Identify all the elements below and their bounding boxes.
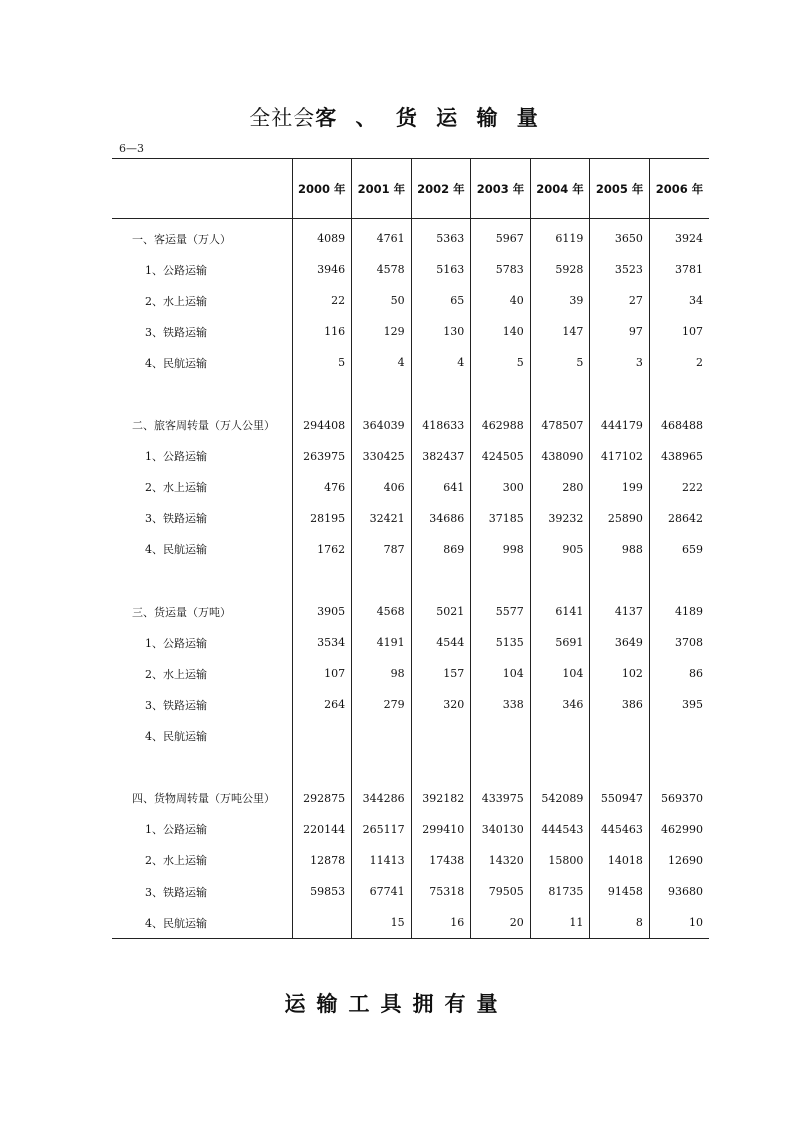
row-label: 3、铁路运输 bbox=[145, 325, 207, 339]
value-cell: 424505 bbox=[471, 441, 531, 472]
spacer-cell bbox=[411, 752, 471, 783]
spacer-cell bbox=[471, 378, 531, 409]
value-cell: 39 bbox=[530, 285, 590, 316]
value-cell: 392182 bbox=[411, 783, 471, 814]
value-cell: 5928 bbox=[530, 254, 590, 285]
value-cell bbox=[292, 907, 352, 939]
spacer-cell bbox=[530, 565, 590, 596]
value-cell: 5 bbox=[471, 347, 531, 378]
value-cell: 32421 bbox=[352, 503, 412, 534]
value-cell: 4189 bbox=[649, 596, 709, 627]
value-cell: 40 bbox=[471, 285, 531, 316]
value-cell: 5021 bbox=[411, 596, 471, 627]
spacer-cell bbox=[112, 565, 292, 596]
value-cell: 27 bbox=[590, 285, 650, 316]
value-cell: 4 bbox=[411, 347, 471, 378]
spacer-cell bbox=[112, 752, 292, 783]
row-label: 4、民航运输 bbox=[145, 730, 207, 744]
row-label: 四、货物周转量（万吨公里） bbox=[132, 792, 275, 806]
value-cell: 5967 bbox=[471, 219, 531, 255]
value-cell: 787 bbox=[352, 534, 412, 565]
row-label: 4、民航运输 bbox=[112, 907, 292, 939]
value-cell: 116 bbox=[292, 316, 352, 347]
table-row bbox=[112, 907, 709, 939]
value-cell: 438090 bbox=[530, 441, 590, 472]
table-row bbox=[112, 534, 709, 565]
value-cell: 2 bbox=[649, 347, 709, 378]
spacer-cell bbox=[649, 565, 709, 596]
value-cell: 4578 bbox=[352, 254, 412, 285]
value-cell: 338 bbox=[471, 689, 531, 720]
table-row bbox=[112, 410, 709, 441]
value-cell: 569370 bbox=[649, 783, 709, 814]
value-cell: 5 bbox=[530, 347, 590, 378]
spacer-cell bbox=[292, 565, 352, 596]
value-cell: 438965 bbox=[649, 441, 709, 472]
value-cell: 998 bbox=[471, 534, 531, 565]
value-cell bbox=[411, 721, 471, 752]
spacer-cell bbox=[292, 378, 352, 409]
table-row bbox=[112, 254, 709, 285]
spacer-cell bbox=[352, 752, 412, 783]
value-cell: 542089 bbox=[530, 783, 590, 814]
table-row bbox=[112, 721, 709, 752]
value-cell: 104 bbox=[530, 658, 590, 689]
row-label: 1、公路运输 bbox=[145, 823, 207, 837]
spacer-cell bbox=[590, 378, 650, 409]
spacer-cell bbox=[590, 752, 650, 783]
value-cell: 294408 bbox=[292, 410, 352, 441]
value-cell: 4089 bbox=[292, 219, 352, 255]
value-cell: 11 bbox=[530, 907, 590, 939]
value-cell: 988 bbox=[590, 534, 650, 565]
value-cell: 3 bbox=[590, 347, 650, 378]
table-row bbox=[112, 783, 709, 814]
value-cell: 395 bbox=[649, 689, 709, 720]
value-cell: 28195 bbox=[292, 503, 352, 534]
row-label: 2、水上运输 bbox=[145, 667, 207, 681]
value-cell: 59853 bbox=[292, 876, 352, 907]
value-cell: 280 bbox=[530, 472, 590, 503]
value-cell: 222 bbox=[649, 472, 709, 503]
header-year-2002: 2002 年 bbox=[411, 159, 471, 219]
value-cell: 37185 bbox=[471, 503, 531, 534]
value-cell: 39232 bbox=[530, 503, 590, 534]
value-cell: 641 bbox=[411, 472, 471, 503]
value-cell bbox=[292, 721, 352, 752]
row-label: 3、铁路运输 bbox=[145, 512, 207, 526]
value-cell: 10 bbox=[649, 907, 709, 939]
row-label: 4、民航运输 bbox=[145, 543, 207, 557]
spacer-cell bbox=[352, 565, 412, 596]
value-cell: 11413 bbox=[352, 845, 412, 876]
value-cell: 91458 bbox=[590, 876, 650, 907]
value-cell: 79505 bbox=[471, 876, 531, 907]
value-cell: 140 bbox=[471, 316, 531, 347]
row-label: 2、水上运输 bbox=[145, 854, 207, 868]
header-year-2001: 2001 年 bbox=[352, 159, 412, 219]
value-cell: 344286 bbox=[352, 783, 412, 814]
header-year-2006: 2006 年 bbox=[649, 159, 709, 219]
spacer-cell bbox=[530, 752, 590, 783]
spacer-cell bbox=[411, 565, 471, 596]
table-row bbox=[112, 219, 709, 255]
spacer-row bbox=[112, 752, 709, 783]
spacer-cell bbox=[649, 752, 709, 783]
value-cell: 264 bbox=[292, 689, 352, 720]
value-cell: 265117 bbox=[352, 814, 412, 845]
value-cell: 3534 bbox=[292, 627, 352, 658]
value-cell: 406 bbox=[352, 472, 412, 503]
spacer-row bbox=[112, 565, 709, 596]
table-row bbox=[112, 596, 709, 627]
value-cell: 4 bbox=[352, 347, 412, 378]
value-cell: 292875 bbox=[292, 783, 352, 814]
value-cell: 433975 bbox=[471, 783, 531, 814]
value-cell: 5577 bbox=[471, 596, 531, 627]
value-cell: 3924 bbox=[649, 219, 709, 255]
value-cell: 905 bbox=[530, 534, 590, 565]
value-cell: 65 bbox=[411, 285, 471, 316]
table-row bbox=[112, 627, 709, 658]
header-year-2000: 2000 年 bbox=[292, 159, 352, 219]
value-cell: 157 bbox=[411, 658, 471, 689]
value-cell: 869 bbox=[411, 534, 471, 565]
value-cell bbox=[590, 721, 650, 752]
value-cell: 12690 bbox=[649, 845, 709, 876]
page-title bbox=[0, 102, 793, 132]
spacer-cell bbox=[471, 565, 531, 596]
value-cell: 550947 bbox=[590, 783, 650, 814]
value-cell: 8 bbox=[590, 907, 650, 939]
value-cell: 4544 bbox=[411, 627, 471, 658]
table-row bbox=[112, 845, 709, 876]
value-cell: 5783 bbox=[471, 254, 531, 285]
spacer-cell bbox=[352, 378, 412, 409]
value-cell: 659 bbox=[649, 534, 709, 565]
spacer-cell bbox=[112, 378, 292, 409]
row-label: 2、水上运输 bbox=[145, 294, 207, 308]
header-year-2005: 2005 年 bbox=[590, 159, 650, 219]
value-cell: 15800 bbox=[530, 845, 590, 876]
table-row bbox=[112, 285, 709, 316]
value-cell: 86 bbox=[649, 658, 709, 689]
value-cell: 364039 bbox=[352, 410, 412, 441]
value-cell: 5163 bbox=[411, 254, 471, 285]
value-cell: 5363 bbox=[411, 219, 471, 255]
value-cell: 107 bbox=[649, 316, 709, 347]
value-cell: 220144 bbox=[292, 814, 352, 845]
value-cell: 17438 bbox=[411, 845, 471, 876]
value-cell: 382437 bbox=[411, 441, 471, 472]
value-cell bbox=[471, 721, 531, 752]
value-cell bbox=[649, 721, 709, 752]
row-label: 3、铁路运输 bbox=[145, 885, 207, 899]
value-cell: 320 bbox=[411, 689, 471, 720]
value-cell: 97 bbox=[590, 316, 650, 347]
value-cell: 462988 bbox=[471, 410, 531, 441]
page-title-bold: 客 、 货 运 输 量 bbox=[315, 106, 544, 130]
table-row bbox=[112, 441, 709, 472]
value-cell: 5135 bbox=[471, 627, 531, 658]
value-cell: 147 bbox=[530, 316, 590, 347]
spacer-cell bbox=[530, 378, 590, 409]
table-row bbox=[112, 876, 709, 907]
row-label: 1、公路运输 bbox=[145, 636, 207, 650]
row-label: 3、铁路运输 bbox=[145, 698, 207, 712]
value-cell: 199 bbox=[590, 472, 650, 503]
value-cell: 3708 bbox=[649, 627, 709, 658]
value-cell: 445463 bbox=[590, 814, 650, 845]
value-cell: 4191 bbox=[352, 627, 412, 658]
table-number: 6—3 bbox=[119, 142, 144, 155]
value-cell: 263975 bbox=[292, 441, 352, 472]
table-header-row bbox=[112, 159, 709, 219]
value-cell: 104 bbox=[471, 658, 531, 689]
value-cell: 34 bbox=[649, 285, 709, 316]
row-label: 2、水上运输 bbox=[145, 481, 207, 495]
row-label: 二、旅客周转量（万人公里） bbox=[132, 419, 275, 433]
value-cell: 462990 bbox=[649, 814, 709, 845]
table-row bbox=[112, 316, 709, 347]
table-row bbox=[112, 658, 709, 689]
spacer-row bbox=[112, 378, 709, 409]
spacer-cell bbox=[411, 378, 471, 409]
row-label: 1、公路运输 bbox=[145, 450, 207, 464]
page-title-light: 全社会 bbox=[249, 106, 316, 130]
table-row bbox=[112, 689, 709, 720]
value-cell: 340130 bbox=[471, 814, 531, 845]
row-label: 三、货运量（万吨） bbox=[132, 605, 231, 619]
value-cell: 15 bbox=[352, 907, 412, 939]
table-body bbox=[112, 219, 709, 939]
value-cell: 478507 bbox=[530, 410, 590, 441]
value-cell: 107 bbox=[292, 658, 352, 689]
table-row bbox=[112, 503, 709, 534]
value-cell: 129 bbox=[352, 316, 412, 347]
transport-volume-table bbox=[112, 158, 709, 939]
value-cell: 5691 bbox=[530, 627, 590, 658]
value-cell: 12878 bbox=[292, 845, 352, 876]
value-cell: 5 bbox=[292, 347, 352, 378]
value-cell: 25890 bbox=[590, 503, 650, 534]
value-cell: 444179 bbox=[590, 410, 650, 441]
spacer-cell bbox=[590, 565, 650, 596]
row-label: 1、公路运输 bbox=[145, 263, 207, 277]
value-cell: 4568 bbox=[352, 596, 412, 627]
spacer-cell bbox=[292, 752, 352, 783]
table-row bbox=[112, 347, 709, 378]
header-year-2003: 2003 年 bbox=[471, 159, 531, 219]
table-row bbox=[112, 472, 709, 503]
value-cell: 279 bbox=[352, 689, 412, 720]
value-cell: 476 bbox=[292, 472, 352, 503]
header-label-cell bbox=[112, 159, 292, 219]
value-cell: 300 bbox=[471, 472, 531, 503]
value-cell bbox=[352, 721, 412, 752]
value-cell: 3650 bbox=[590, 219, 650, 255]
value-cell: 299410 bbox=[411, 814, 471, 845]
section-title-vehicles: 运输工具拥有量 bbox=[284, 992, 509, 1016]
value-cell: 3905 bbox=[292, 596, 352, 627]
value-cell: 6119 bbox=[530, 219, 590, 255]
value-cell: 50 bbox=[352, 285, 412, 316]
value-cell: 4761 bbox=[352, 219, 412, 255]
value-cell: 98 bbox=[352, 658, 412, 689]
value-cell: 130 bbox=[411, 316, 471, 347]
value-cell: 418633 bbox=[411, 410, 471, 441]
value-cell: 346 bbox=[530, 689, 590, 720]
value-cell: 93680 bbox=[649, 876, 709, 907]
value-cell: 3649 bbox=[590, 627, 650, 658]
value-cell: 444543 bbox=[530, 814, 590, 845]
row-label: 4、民航运输 bbox=[145, 356, 207, 370]
spacer-cell bbox=[649, 378, 709, 409]
value-cell: 330425 bbox=[352, 441, 412, 472]
value-cell bbox=[530, 721, 590, 752]
value-cell: 14320 bbox=[471, 845, 531, 876]
value-cell: 1762 bbox=[292, 534, 352, 565]
value-cell: 102 bbox=[590, 658, 650, 689]
row-label: 一、客运量（万人） bbox=[132, 232, 231, 246]
value-cell: 3781 bbox=[649, 254, 709, 285]
value-cell: 22 bbox=[292, 285, 352, 316]
value-cell: 6141 bbox=[530, 596, 590, 627]
spacer-cell bbox=[471, 752, 531, 783]
value-cell: 16 bbox=[411, 907, 471, 939]
value-cell: 34686 bbox=[411, 503, 471, 534]
header-year-2004: 2004 年 bbox=[530, 159, 590, 219]
value-cell: 3946 bbox=[292, 254, 352, 285]
value-cell: 417102 bbox=[590, 441, 650, 472]
value-cell: 3523 bbox=[590, 254, 650, 285]
value-cell: 4137 bbox=[590, 596, 650, 627]
value-cell: 28642 bbox=[649, 503, 709, 534]
value-cell: 14018 bbox=[590, 845, 650, 876]
value-cell: 468488 bbox=[649, 410, 709, 441]
value-cell: 67741 bbox=[352, 876, 412, 907]
value-cell: 20 bbox=[471, 907, 531, 939]
value-cell: 75318 bbox=[411, 876, 471, 907]
value-cell: 386 bbox=[590, 689, 650, 720]
table-row bbox=[112, 814, 709, 845]
value-cell: 81735 bbox=[530, 876, 590, 907]
